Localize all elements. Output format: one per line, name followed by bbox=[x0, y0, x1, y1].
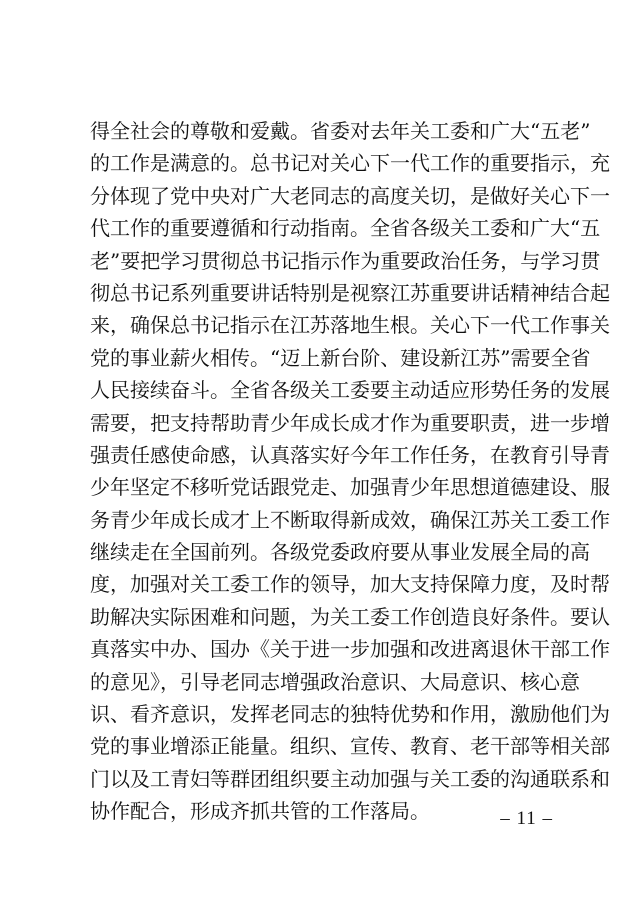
body-text bbox=[90, 115, 610, 828]
text-line-9: 人民接续奋斗。全省各级关工委要主动适应形势任务的发展 bbox=[90, 378, 610, 403]
text-line-15: 度，加强对关工委工作的领导，加大支持保障力度，及时帮 bbox=[90, 572, 610, 597]
text-line-16: 助解决实际困难和问题，为关工委工作创造良好条件。要认 bbox=[90, 604, 610, 629]
text-line-1: 得全社会的尊敬和爱戴。省委对去年关工委和广大“五老” bbox=[90, 119, 591, 143]
text-line-5: 老”要把学习贯彻总书记指示作为重要政治任务，与学习贯 bbox=[90, 248, 601, 273]
text-line-17: 真落实中办、国办《关于进一步加强和改进离退休干部工作 bbox=[90, 637, 610, 662]
text-line-3: 分体现了党中央对广大老同志的高度关切，是做好关心下一 bbox=[90, 183, 610, 208]
text-line-6: 彻总书记系列重要讲话特别是视察江苏重要讲话精神结合起 bbox=[90, 280, 610, 305]
text-line-4: 代工作的重要遵循和行动指南。全省各级关工委和广大“五 bbox=[90, 216, 601, 241]
text-line-8: 党的事业薪火相传。“迈上新台阶、建设新江苏”需要全省 bbox=[90, 345, 591, 370]
page-number: – 11 – bbox=[500, 808, 553, 829]
text-line-2: 的工作是满意的。总书记对关心下一代工作的重要指示，充 bbox=[90, 151, 610, 176]
text-line-14: 继续走在全国前列。各级党委政府要从事业发展全局的高 bbox=[90, 540, 590, 565]
text-line-20: 党的事业增添正能量。组织、宣传、教育、老干部等相关部 bbox=[90, 734, 610, 759]
text-line-10: 需要，把支持帮助青少年成长成才作为重要职责，进一步增 bbox=[90, 410, 610, 435]
text-line-19: 识、看齐意识，发挥老同志的独特优势和作用，激励他们为 bbox=[90, 702, 610, 727]
text-line-7: 来，确保总书记指示在江苏落地生根。关心下一代工作事关 bbox=[90, 313, 610, 338]
text-line-11: 强责任感使命感，认真落实好今年工作任务，在教育引导青 bbox=[90, 442, 610, 467]
text-line-12: 少年坚定不移听党话跟党走、加强青少年思想道德建设、服 bbox=[90, 475, 610, 500]
text-line-13: 务青少年成长成才上不断取得新成效，确保江苏关工委工作 bbox=[90, 507, 610, 532]
text-line-21: 门以及工青妇等群团组织要主动加强与关工委的沟通联系和 bbox=[90, 766, 610, 791]
text-line-22: 协作配合，形成齐抓共管的工作落局。 bbox=[90, 799, 430, 824]
text-line-18: 的意见》，引导老同志增强政治意识、大局意识、核心意 bbox=[90, 669, 580, 694]
